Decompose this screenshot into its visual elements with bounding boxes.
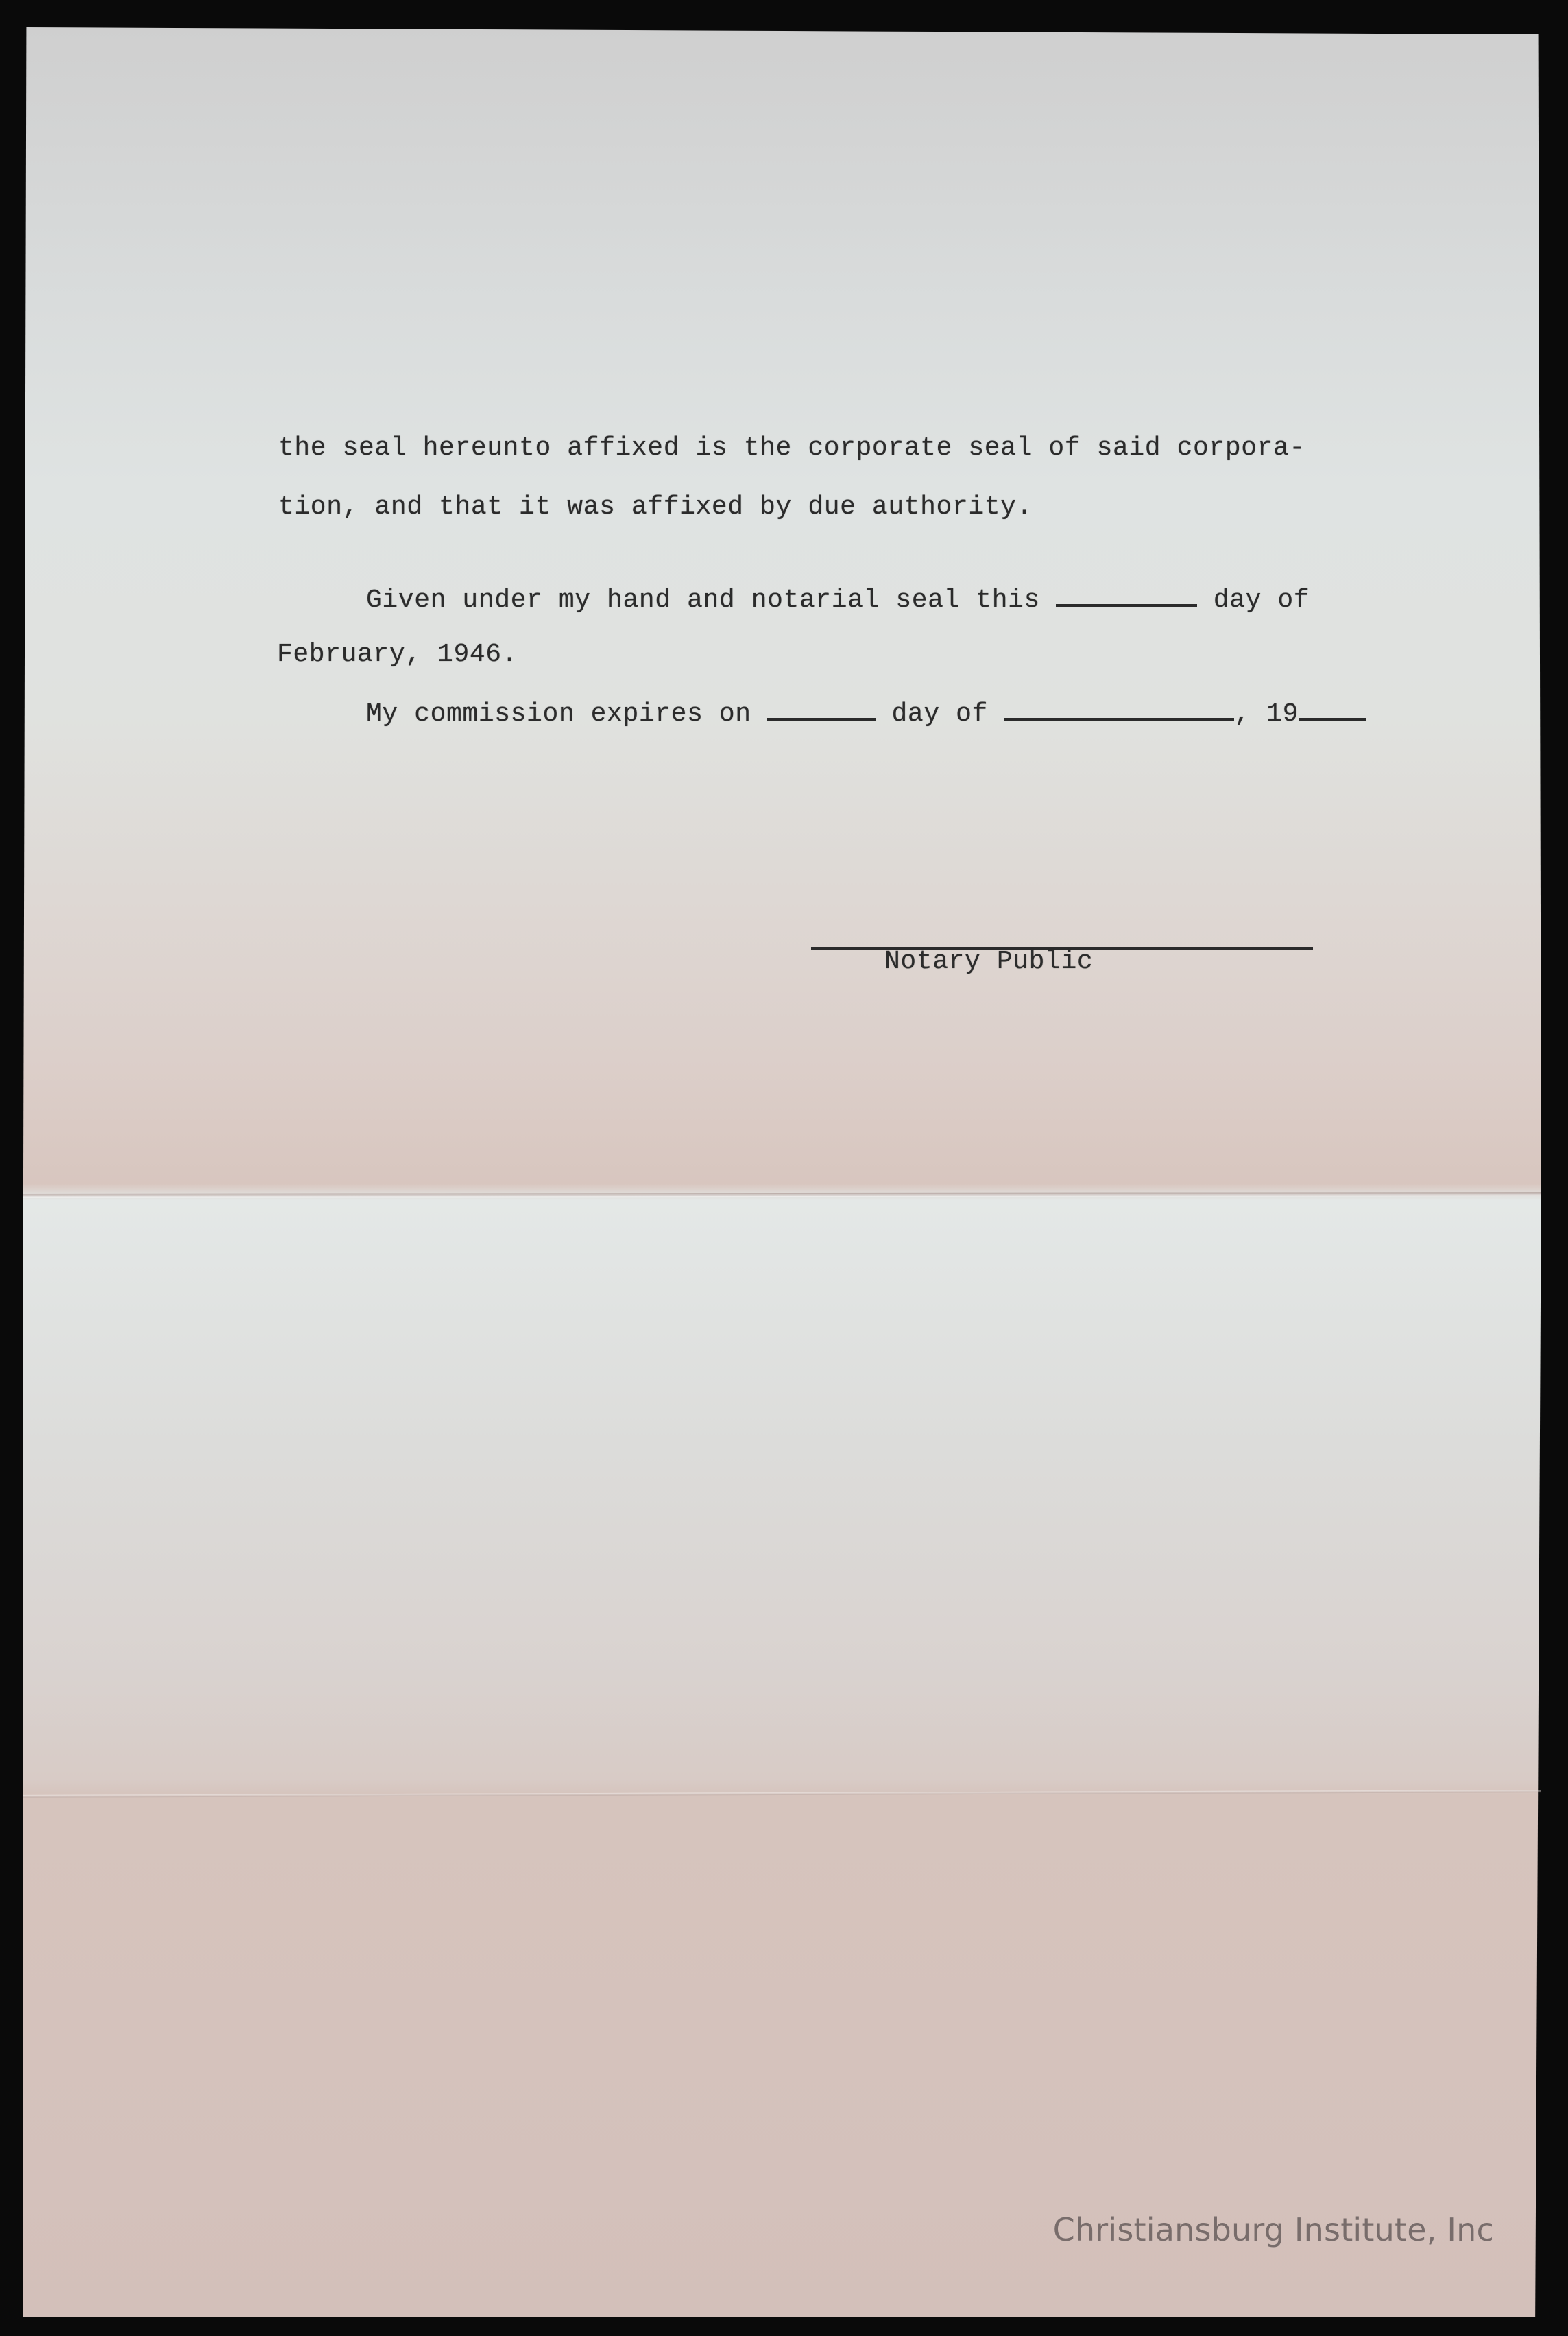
commission-month-blank — [1004, 697, 1234, 721]
date-line: February, 1946. — [277, 640, 518, 669]
given-day-blank — [1056, 583, 1197, 607]
given-line — [366, 583, 1310, 615]
archive-watermark: Christiansburg Institute, Inc — [1052, 2211, 1494, 2248]
paper-sheet — [23, 27, 1541, 2317]
given-prefix: Given under my hand and notarial seal this — [366, 586, 1040, 615]
given-suffix: day of — [1213, 586, 1310, 615]
signature-label: Notary Public — [884, 947, 1094, 976]
commission-mid: day of — [891, 699, 988, 729]
commission-day-blank — [767, 697, 876, 721]
commission-prefix: My commission expires on — [366, 699, 751, 729]
body-line-1: the seal hereunto affixed is the corporate seal of said corpora- — [278, 433, 1305, 463]
body-line-2: tion, and that it was affixed by due authority. — [278, 492, 1033, 522]
commission-line — [366, 697, 1366, 729]
commission-year-prefix: , 19 — [1234, 699, 1299, 729]
commission-year-blank — [1299, 697, 1366, 721]
